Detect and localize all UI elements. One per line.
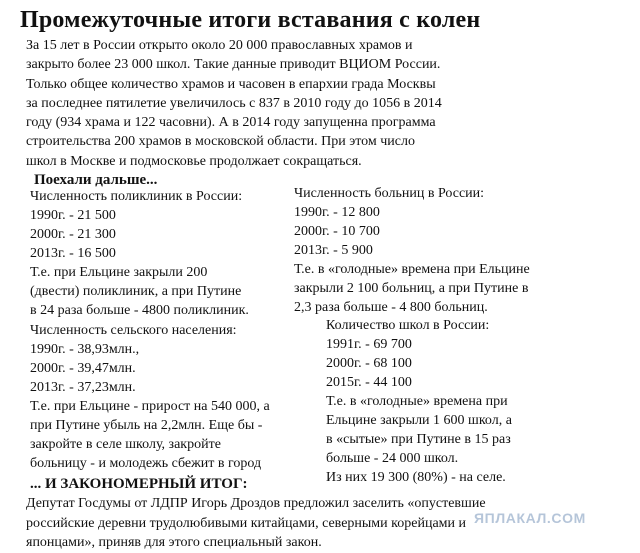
schools-line: больше - 24 000 школ. <box>326 451 459 466</box>
intro-line: школ в Москве и подмосковье продолжает сокращаться. <box>26 153 362 169</box>
clinics-line: 1990г. - 21 500 <box>30 208 116 223</box>
intro-line: Только общее количество храмов и часовен в епархии града Москвы <box>26 76 436 92</box>
rural-line: закройте в селе школу, закройте <box>30 437 221 452</box>
clinics-line: в 24 раза больше - 4800 поликлиник. <box>30 303 249 318</box>
intro-line: году (934 храма и 122 часовни). А в 2014 году запущенна программа <box>26 115 436 131</box>
rural-line: 1990г. - 38,93млн., <box>30 342 140 357</box>
schools-line: Ельцине закрыли 1 600 школ, а <box>326 413 512 428</box>
hospitals-line: Т.е. в «голодные» времена при Ельцине <box>294 262 530 277</box>
schools-line: 1991г. - 69 700 <box>326 337 412 352</box>
schools-line: Т.е. в «голодные» времена при <box>326 394 508 409</box>
intro-line: строительства 200 храмов в московской области. При этом число <box>26 134 415 150</box>
schools-line: Из них 19 300 (80%) - на селе. <box>326 470 506 485</box>
intro-paragraph <box>26 36 626 171</box>
section-heading: Поехали дальше... <box>34 172 158 188</box>
rural-line: 2000г. - 39,47млн. <box>30 361 136 376</box>
rural-population-block <box>30 321 270 473</box>
rural-line: больницу - и молодежь сбежит в город <box>30 456 262 471</box>
final-line: российские деревни трудолюбивыми китайцами, северными корейцами и <box>26 515 467 531</box>
hospitals-line: 2013г. - 5 900 <box>294 243 373 258</box>
clinics-line: 2000г. - 21 300 <box>30 227 116 242</box>
rural-line: Численность сельского населения: <box>30 323 237 338</box>
hospitals-line: Численность больниц в России: <box>294 186 485 201</box>
final-heading: ... И ЗАКОНОМЕРНЫЙ ИТОГ: <box>30 476 248 492</box>
site-watermark: ЯПЛАКАЛ.COM <box>474 510 586 526</box>
clinics-line: Т.е. при Ельцине закрыли 200 <box>30 265 208 280</box>
hospitals-block <box>294 184 530 317</box>
schools-line: 2015г. - 44 100 <box>326 375 412 390</box>
rural-line: при Путине убыль на 2,2млн. Еще бы - <box>30 418 263 433</box>
schools-line: в «сытые» при Путине в 15 раз <box>326 432 511 447</box>
intro-line: закрыто более 23 000 школ. Такие данные приводит ВЦИОМ России. <box>26 57 441 73</box>
final-line: японцами», приняв для этого специальный закон. <box>26 535 322 550</box>
intro-line: за последнее пятилетие увеличилось с 837 в 2010 году до 1056 в 2014 <box>26 95 442 111</box>
clinics-line: (двести) поликлиник, а при Путине <box>30 284 242 299</box>
hospitals-line: закрыли 2 100 больниц, а при Путине в <box>294 281 529 296</box>
schools-line: 2000г. - 68 100 <box>326 356 412 371</box>
hospitals-line: 2,3 раза больше - 4 800 больниц. <box>294 300 488 315</box>
clinics-line: 2013г. - 16 500 <box>30 246 116 261</box>
page-title: Промежуточные итоги вставания с колен <box>20 7 481 33</box>
schools-line: Количество школ в России: <box>326 318 490 333</box>
hospitals-line: 1990г. - 12 800 <box>294 205 380 220</box>
rural-line: Т.е. при Ельцине - прирост на 540 000, а <box>30 399 270 414</box>
schools-block <box>326 316 512 487</box>
clinics-block <box>30 187 249 320</box>
hospitals-line: 2000г. - 10 700 <box>294 224 380 239</box>
intro-line: За 15 лет в России открыто около 20 000 православных храмов и <box>26 38 413 53</box>
final-line: Депутат Госдумы от ЛДПР Игорь Дроздов предложил заселить «опустевшие <box>26 496 486 511</box>
rural-line: 2013г. - 37,23млн. <box>30 380 136 395</box>
clinics-line: Численность поликлиник в России: <box>30 189 243 204</box>
